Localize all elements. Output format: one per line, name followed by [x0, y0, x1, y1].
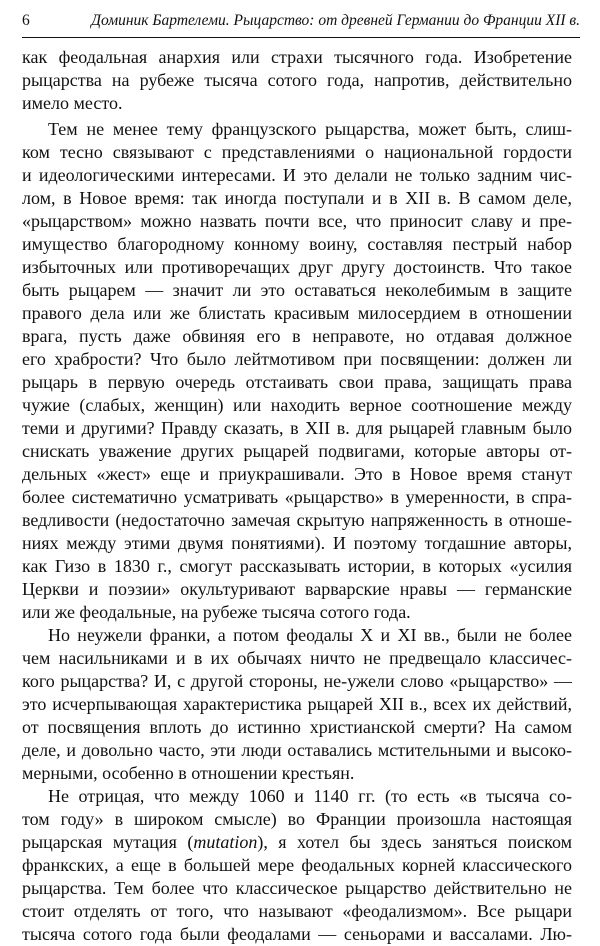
text-line: и идеологическими интересами. И это делали не только задним чис- [22, 165, 572, 185]
text-line: снискать уважение других рыцарей подвигами, которые авторы от- [22, 441, 572, 461]
text-line: как феодальная анархия или страхи тысячного года. Изобретение [22, 47, 572, 67]
page-number: 6 [22, 12, 30, 29]
text-line: чем насильниками и в их обычаях ничто не предвещало классичес- [22, 648, 572, 668]
text-fragment: рыцарская мутация ( [22, 832, 194, 852]
text-line: деле, и довольно часто, эти люди оставались мстительными и высоко- [22, 740, 572, 760]
text-line: ведливости (недостаточно замечая скрытую напряженность в отноше- [22, 510, 572, 530]
running-title: Доминик Бартелеми. Рыцарство: от древней Германии до Франции XII в. [91, 12, 580, 29]
text-line: от посвящения вплоть до истинно христианской смерти? На самом [22, 717, 572, 737]
text-line: его храбрости? Что было лейтмотивом при посвящении: должен ли [22, 349, 572, 369]
text-line: ниях между этими двумя понятиями). И поэтому тогдашние авторы, [22, 533, 572, 553]
text-line: стоит отделять от того, что называют «феодализмом». Все рыцари [22, 901, 572, 921]
text-line: Церкви и поэзии» окультуривают варварские нравы — германские [22, 579, 572, 599]
text-line: чужие (слабых, женщин) или находить верное соотношение между [22, 395, 572, 415]
text-line: теми и другими? Правду сказать, в XII в. для рыцарей главным было [22, 418, 572, 438]
text-line: быть рыцарем — значит ли это оставаться неколебимым в защите [22, 280, 572, 300]
italic-term: mutation [193, 832, 258, 852]
text-line: кого рыцарства? И, с другой стороны, не-ужели слово «рыцарство» — [22, 671, 572, 691]
text-line: тысяча сотого года были феодалами — сеньорами и вассалами. Лю- [22, 924, 572, 944]
text-line-with-italic [22, 831, 572, 854]
text-line: имущество благородному конному воину, составляя пестрый набор [22, 234, 572, 254]
text-line: ком тесно связывают с представлениями о национальной гордости [22, 142, 572, 162]
text-line: или же феодальные, на рубеже тысяча сотого года. [22, 602, 411, 622]
text-line: рыцарь в первую очередь отстаивать свои права, защищать права [22, 372, 572, 392]
text-line: это исчерпывающая характеристика рыцарей XII в., всех их действий, [22, 694, 572, 714]
header-rule [22, 37, 580, 38]
text-line: лом, в Новое время: так иногда поступали и в XII в. В самом деле, [22, 188, 572, 208]
running-header [22, 10, 580, 36]
text-line: рыцарства на рубеже тысяча сотого года, напротив, действительно [22, 70, 572, 90]
text-line: имело место. [22, 93, 123, 113]
text-line: мерными, особенно в отношении крестьян. [22, 763, 355, 783]
text-line: как Гизо в 1830 г., смогут рассказывать истории, в которых «усилия [22, 556, 572, 576]
text-line: франкских, а еще в большей мере феодальных корней классического [22, 855, 572, 875]
body-text [22, 46, 572, 946]
text-line: том году» в широком смысле) во Франции произошла настоящая [22, 809, 572, 829]
text-line: более систематично усматривать «рыцарство» в умеренности, в спра- [22, 487, 572, 507]
text-line: рыцарства. Тем более что классическое рыцарство действительно не [22, 878, 572, 898]
text-line: дельных «жест» еще и приукрашивали. Это в Новое время станут [22, 464, 572, 484]
text-line: врага, пусть даже обвиняя его в неправоте, но отдавая должное [22, 326, 572, 346]
text-line: правого дела или же блистать красивым милосердием в отношении [22, 303, 572, 323]
text-line: Но неужели франки, а потом феодалы X и XI вв., были не более [48, 625, 572, 645]
text-line: «рыцарством» можно назвать почти все, что приносит славу и пре- [22, 211, 572, 231]
text-fragment: ), я хотел бы здесь заняться поиском [257, 832, 572, 852]
text-line: избыточных или противоречащих друг другу достоинств. Что такое [22, 257, 572, 277]
text-line: Тем не менее тему французского рыцарства, может быть, слиш- [48, 119, 572, 139]
text-line: Не отрицая, что между 1060 и 1140 гг. (то есть «в тысяча со- [48, 786, 572, 806]
